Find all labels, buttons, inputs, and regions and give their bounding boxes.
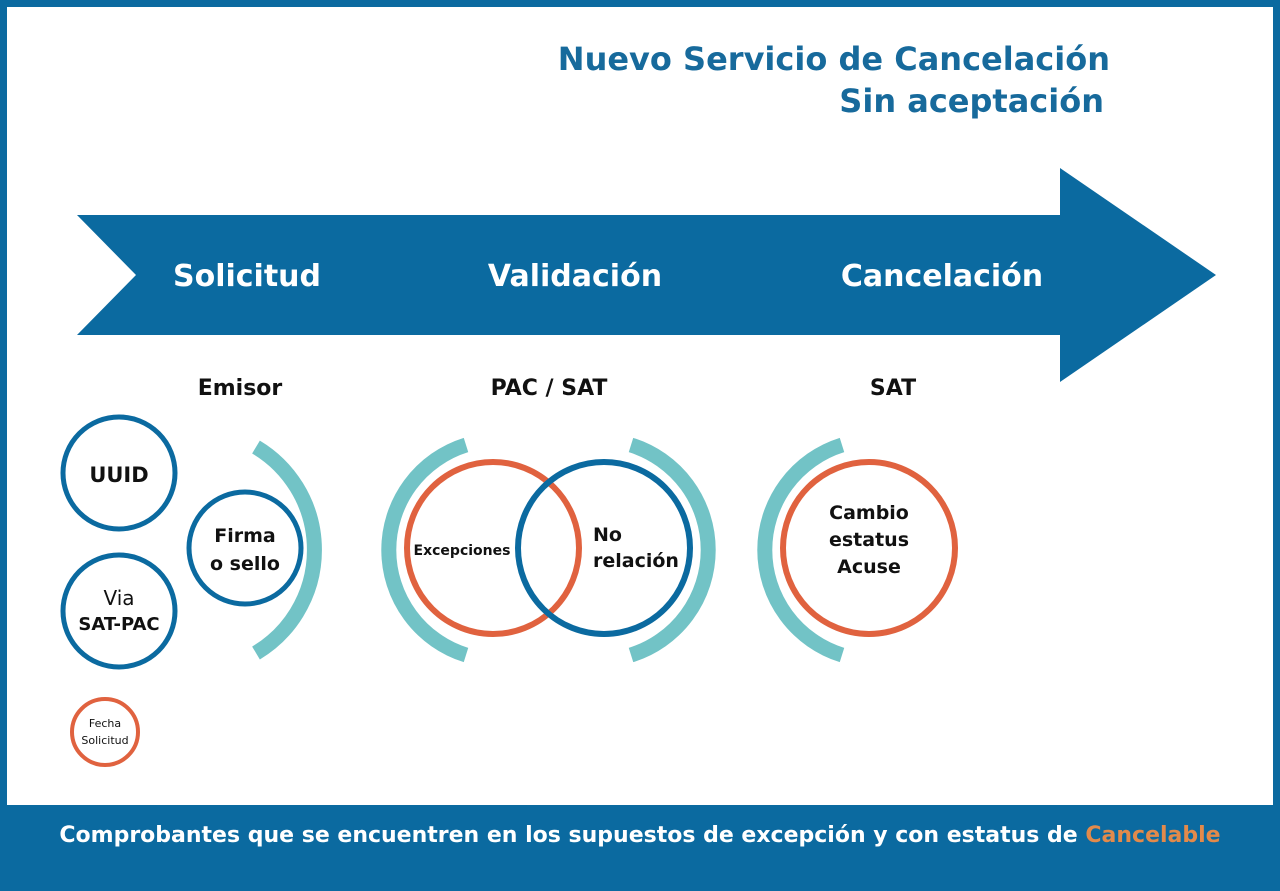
excepciones-label: Excepciones xyxy=(413,543,511,559)
actor-pac-sat: PAC / SAT xyxy=(490,376,608,401)
via-circle xyxy=(63,555,175,667)
uuid-label: UUID xyxy=(89,463,149,487)
cancelacion-label-line1: Cambio xyxy=(829,502,909,524)
cancelacion-label-line2: estatus xyxy=(828,529,910,551)
no-relacion-label-line1: No xyxy=(593,524,622,546)
footer-text-main: Comprobantes que se encuentren en los supuestos de excepción y con estatus de xyxy=(59,823,1086,848)
firma-label-line1: Firma xyxy=(214,525,276,547)
actor-emisor: Emisor xyxy=(197,376,283,401)
via-label-line2: SAT-PAC xyxy=(78,614,160,635)
stage-solicitud: Solicitud xyxy=(172,259,322,294)
title-line-2: Sin aceptación xyxy=(839,82,1104,120)
fecha-label-line2: Solicitud xyxy=(81,734,129,747)
no-relacion-label-line2: relación xyxy=(593,550,679,572)
actor-sat: SAT xyxy=(869,376,917,401)
stage-cancelacion: Cancelación xyxy=(840,259,1044,294)
fecha-label-line1: Fecha xyxy=(88,717,122,730)
footer-text xyxy=(0,823,1280,848)
footer-banner xyxy=(0,805,1280,891)
firma-label-line2: o sello xyxy=(210,553,280,575)
firma-circle xyxy=(189,492,301,604)
cancelacion-label-line3: Acuse xyxy=(837,556,901,578)
fecha-circle xyxy=(72,699,138,765)
stage-validacion: Validación xyxy=(487,259,663,294)
footer-highlight: Cancelable xyxy=(1085,823,1221,848)
title-line-1: Nuevo Servicio de Cancelación xyxy=(557,40,1110,78)
no-relacion-circle xyxy=(518,462,690,634)
via-label-line1: Via xyxy=(103,586,135,610)
